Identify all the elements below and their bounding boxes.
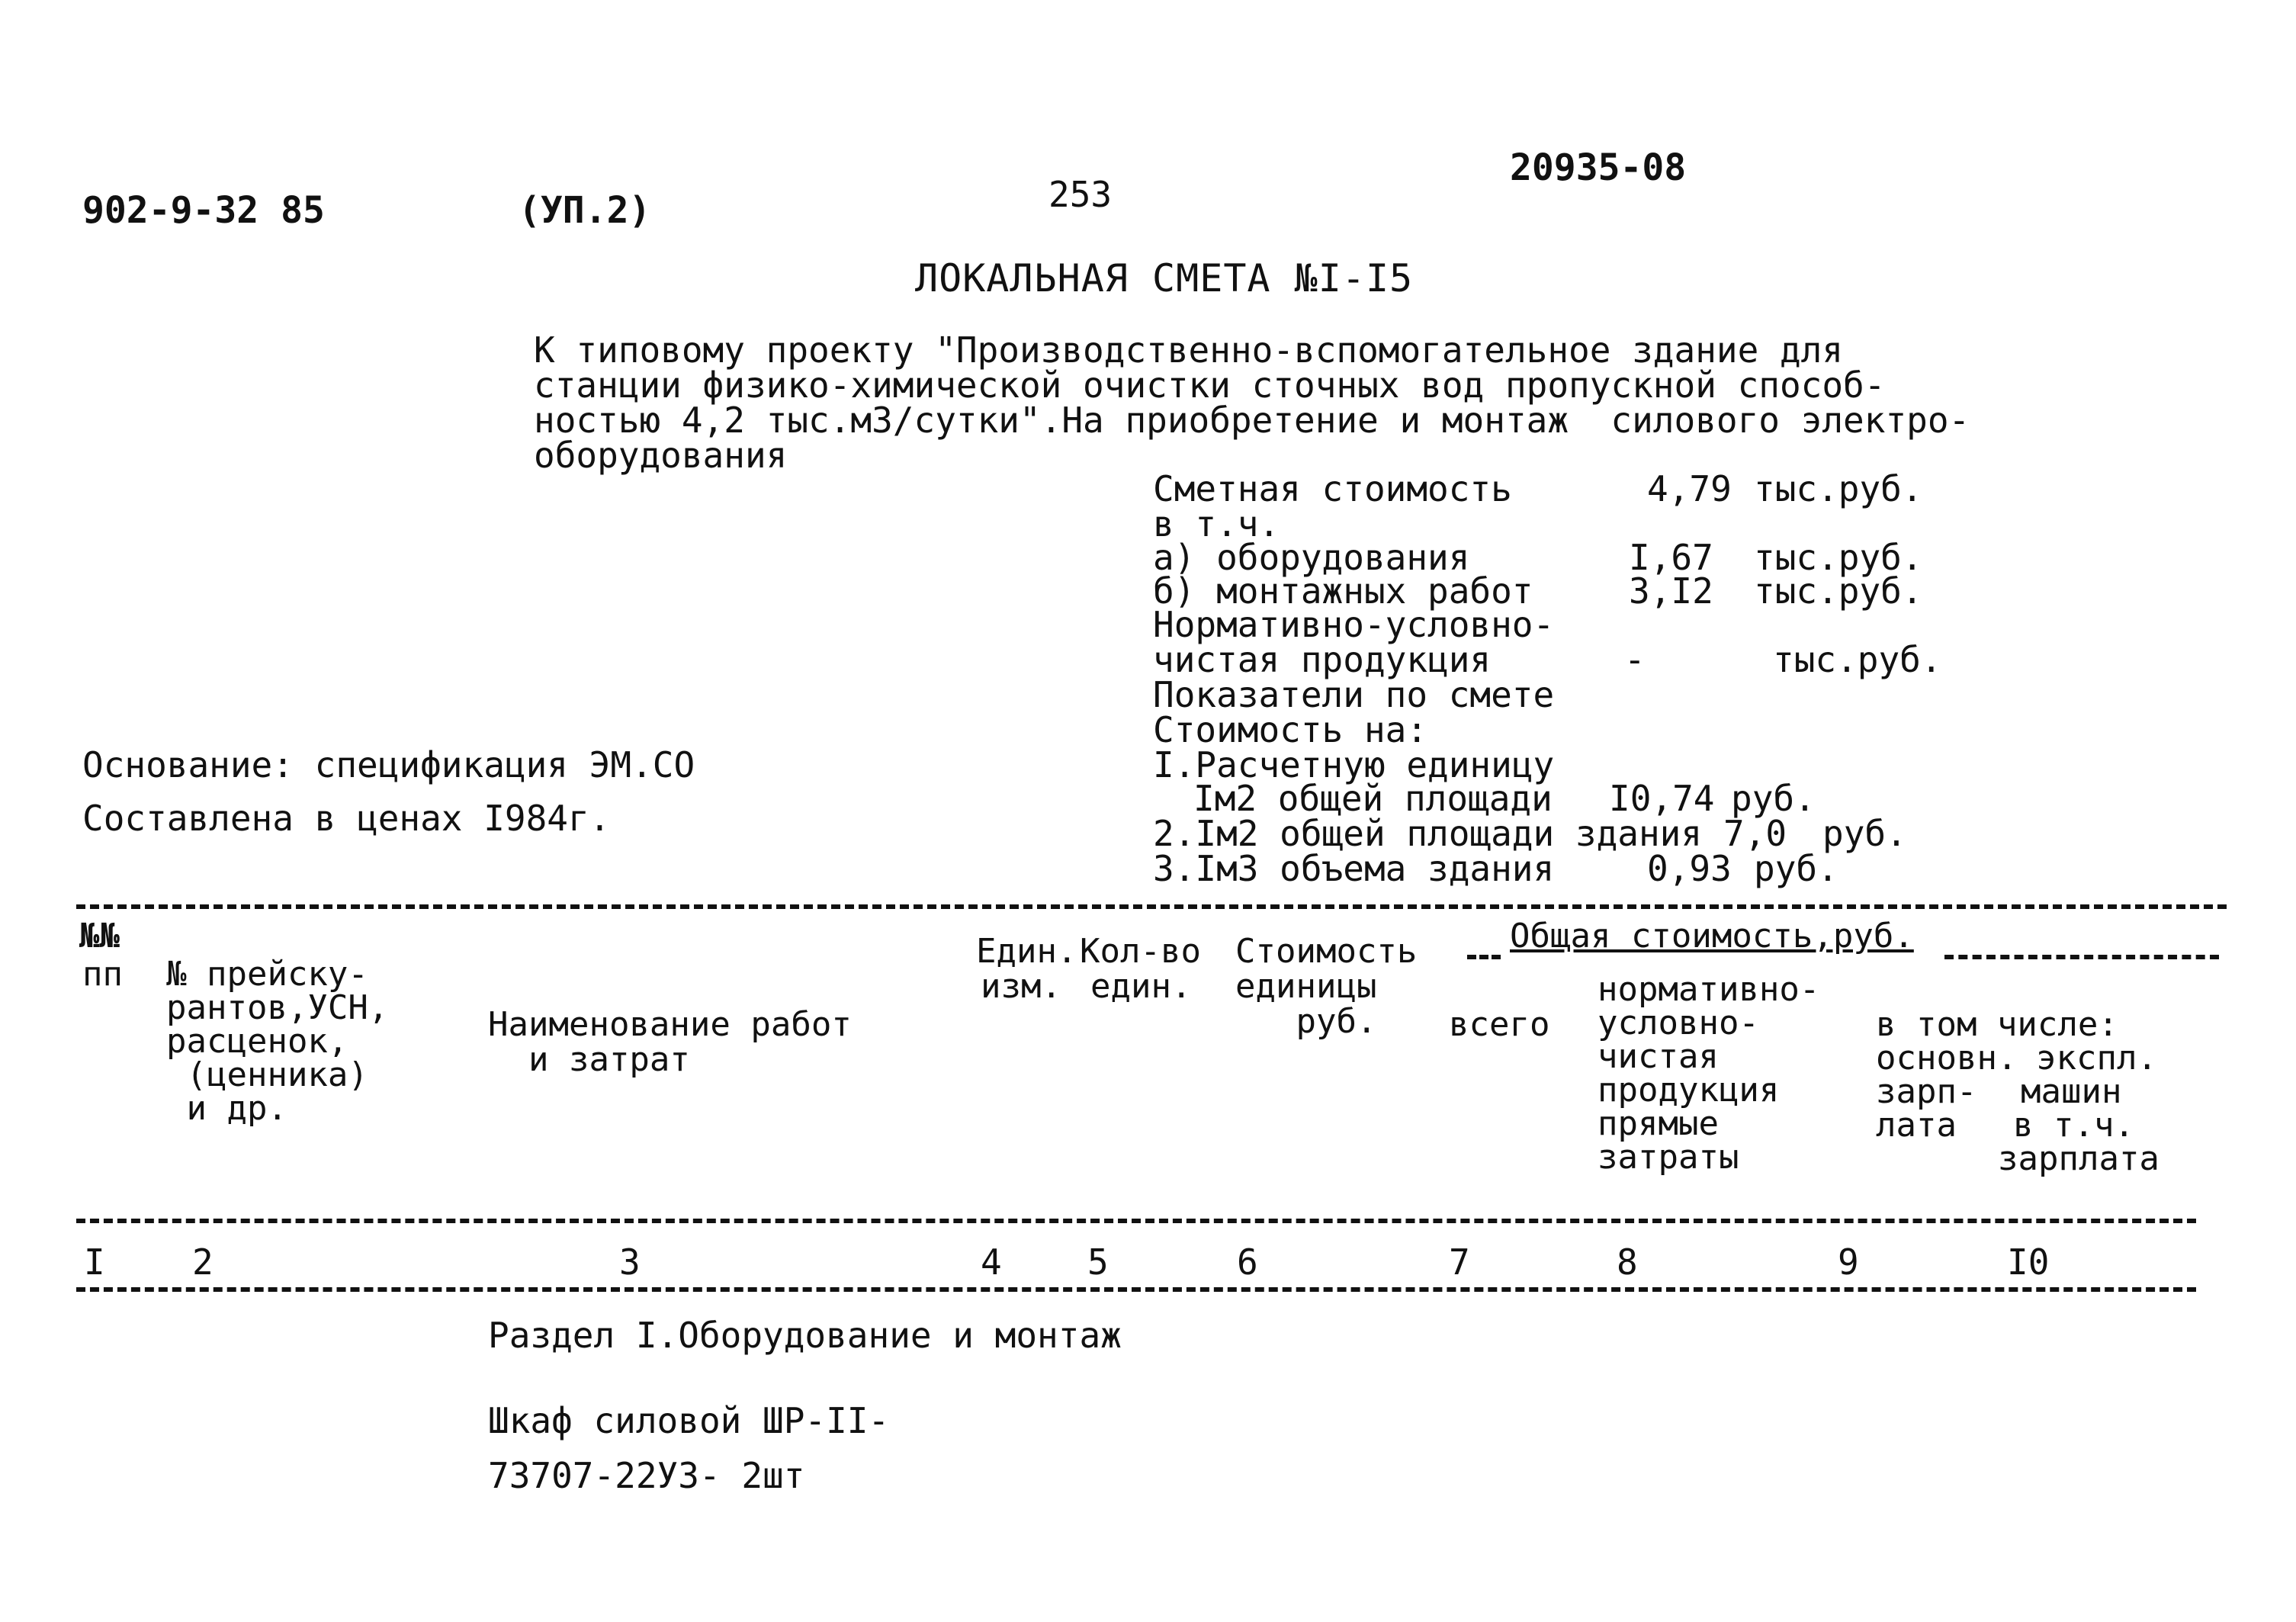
col-number-7: 7 xyxy=(1449,1241,1470,1283)
equipment-label: а) оборудования xyxy=(1153,537,1470,578)
description-line-2: станции физико-химической очистки сточных вод пропускной способ- xyxy=(534,365,1886,406)
col4-header-1: Един. xyxy=(976,932,1077,971)
total-cost-group-header: Общая стоимость,руб. xyxy=(1510,917,1914,956)
basis-text: Основание: спецификация ЭМ.СО xyxy=(82,744,695,785)
cost-on-label: Стоимость на: xyxy=(1153,709,1428,750)
col10-header-1: экспл. xyxy=(2036,1039,2157,1078)
unit-cost-line-1-unit: руб. xyxy=(1731,778,1816,819)
col10-header-4: зарплата xyxy=(1998,1139,2160,1178)
unit-cost-line-1a: I.Расчетную единицу xyxy=(1153,744,1555,785)
normative-product-value: - xyxy=(1624,639,1646,680)
col8-header-3: чистая xyxy=(1598,1037,1719,1076)
col-number-4: 4 xyxy=(981,1241,1002,1283)
including-header: в том числе: xyxy=(1876,1005,2118,1044)
col2-header-5: и др. xyxy=(166,1089,287,1128)
unit-cost-line-2-value: 7,0 xyxy=(1723,813,1787,854)
item-name-line-2: 73707-22УЗ- 2шт xyxy=(488,1455,805,1496)
col10-header-3: в т.ч. xyxy=(2013,1106,2134,1145)
table-top-rule xyxy=(76,904,2227,909)
col8-header-6: затраты xyxy=(1598,1138,1739,1177)
unit-cost-line-2: 2.Iм2 общей площади здания xyxy=(1153,813,1703,854)
project-code: 902-9-32 85 xyxy=(82,189,325,232)
prices-text: Составлена в ценах I984г. xyxy=(82,798,611,839)
equipment-value: I,67 xyxy=(1629,537,1713,578)
col9-header-3: лата xyxy=(1876,1106,1957,1145)
col-number-3: 3 xyxy=(619,1241,641,1283)
description-line-4: оборудования xyxy=(534,435,788,476)
installation-label: б) монтажных работ xyxy=(1153,570,1533,612)
unit-cost-line-1b: Iм2 общей площади xyxy=(1193,778,1553,819)
col-number-6: 6 xyxy=(1237,1241,1258,1283)
unit-cost-line-3: 3.Iм3 объема здания xyxy=(1153,848,1555,889)
col2-header-2: рантов,УСН, xyxy=(166,988,389,1027)
album-number: (УП.2) xyxy=(519,189,651,232)
col7-header: всего xyxy=(1449,1005,1550,1044)
col6-header-1: Стоимость xyxy=(1235,932,1418,971)
section-heading: Раздел I.Оборудование и монтаж xyxy=(488,1315,1122,1356)
col8-header-4: продукция xyxy=(1598,1071,1780,1110)
col3-header-2: и затрат xyxy=(488,1040,690,1079)
total-cost-value: 4,79 xyxy=(1647,468,1732,509)
column-numbers-rule xyxy=(76,1287,2196,1292)
col6-header-2: единицы xyxy=(1235,967,1377,1006)
col-number-5: 5 xyxy=(1087,1241,1109,1283)
col8-header-2: условно- xyxy=(1598,1004,1759,1042)
description-line-1: К типовому проекту "Производственно-вспомогательное здание для xyxy=(534,329,1844,371)
normative-product-label-1: Нормативно-условно- xyxy=(1153,604,1555,645)
col2-header-4: (ценника) xyxy=(166,1055,368,1094)
total-cost-unit: тыс.руб. xyxy=(1754,468,1923,509)
page-title: ЛОКАЛЬНАЯ СМЕТА №I-I5 xyxy=(915,256,1414,300)
group-rule-right xyxy=(1944,955,2219,959)
col9-header-1: основн. xyxy=(1876,1039,2018,1078)
col1-header-1: №№ xyxy=(79,917,120,956)
unit-cost-line-3-unit: руб. xyxy=(1754,848,1838,889)
col-number-9: 9 xyxy=(1838,1241,1859,1283)
group-rule-left xyxy=(1467,955,1501,959)
col-number-2: 2 xyxy=(192,1241,214,1283)
col8-header-5: прямые xyxy=(1598,1104,1719,1143)
col-number-10: I0 xyxy=(2007,1241,2050,1283)
indicators-label: Показатели по смете xyxy=(1153,674,1555,715)
col6-header-3: руб. xyxy=(1235,1002,1377,1041)
col2-header-3: расценок, xyxy=(166,1022,348,1061)
document-number: 20935-08 xyxy=(1510,146,1687,189)
table-header-rule xyxy=(76,1219,2196,1223)
col5-header-2: един. xyxy=(1090,967,1192,1006)
description-line-3: ностью 4,2 тыс.м3/сутки".На приобретение и монтаж силового электро- xyxy=(534,400,1970,441)
total-cost-label: Сметная стоимость xyxy=(1153,468,1512,509)
unit-cost-line-1-value: I0,74 xyxy=(1609,778,1715,819)
item-name-line-1: Шкаф силовой ШР-II- xyxy=(488,1400,890,1441)
col-number-1: I xyxy=(84,1241,105,1283)
normative-product-label-2: чистая продукция xyxy=(1153,639,1492,680)
col2-header-1: № прейску- xyxy=(166,955,368,994)
including-label: в т.ч. xyxy=(1153,503,1280,544)
col-number-8: 8 xyxy=(1617,1241,1638,1283)
col8-header-1: нормативно- xyxy=(1598,970,1820,1009)
col10-header-2: машин xyxy=(2021,1072,2122,1111)
installation-unit: тыс.руб. xyxy=(1754,570,1923,612)
col3-header-1: Наименование работ xyxy=(488,1005,852,1044)
col1-header-2: пп xyxy=(82,955,123,994)
unit-cost-line-3-value: 0,93 xyxy=(1647,848,1732,889)
installation-value: 3,I2 xyxy=(1629,570,1713,612)
normative-product-unit: тыс.руб. xyxy=(1773,639,1942,680)
unit-cost-line-2-unit: руб. xyxy=(1822,813,1907,854)
col5-header-1: Кол-во xyxy=(1080,932,1201,971)
col4-header-2: изм. xyxy=(981,967,1061,1006)
page-number: 253 xyxy=(1048,174,1113,215)
col9-header-2: зарп- xyxy=(1876,1072,1977,1111)
equipment-unit: тыс.руб. xyxy=(1754,537,1923,578)
